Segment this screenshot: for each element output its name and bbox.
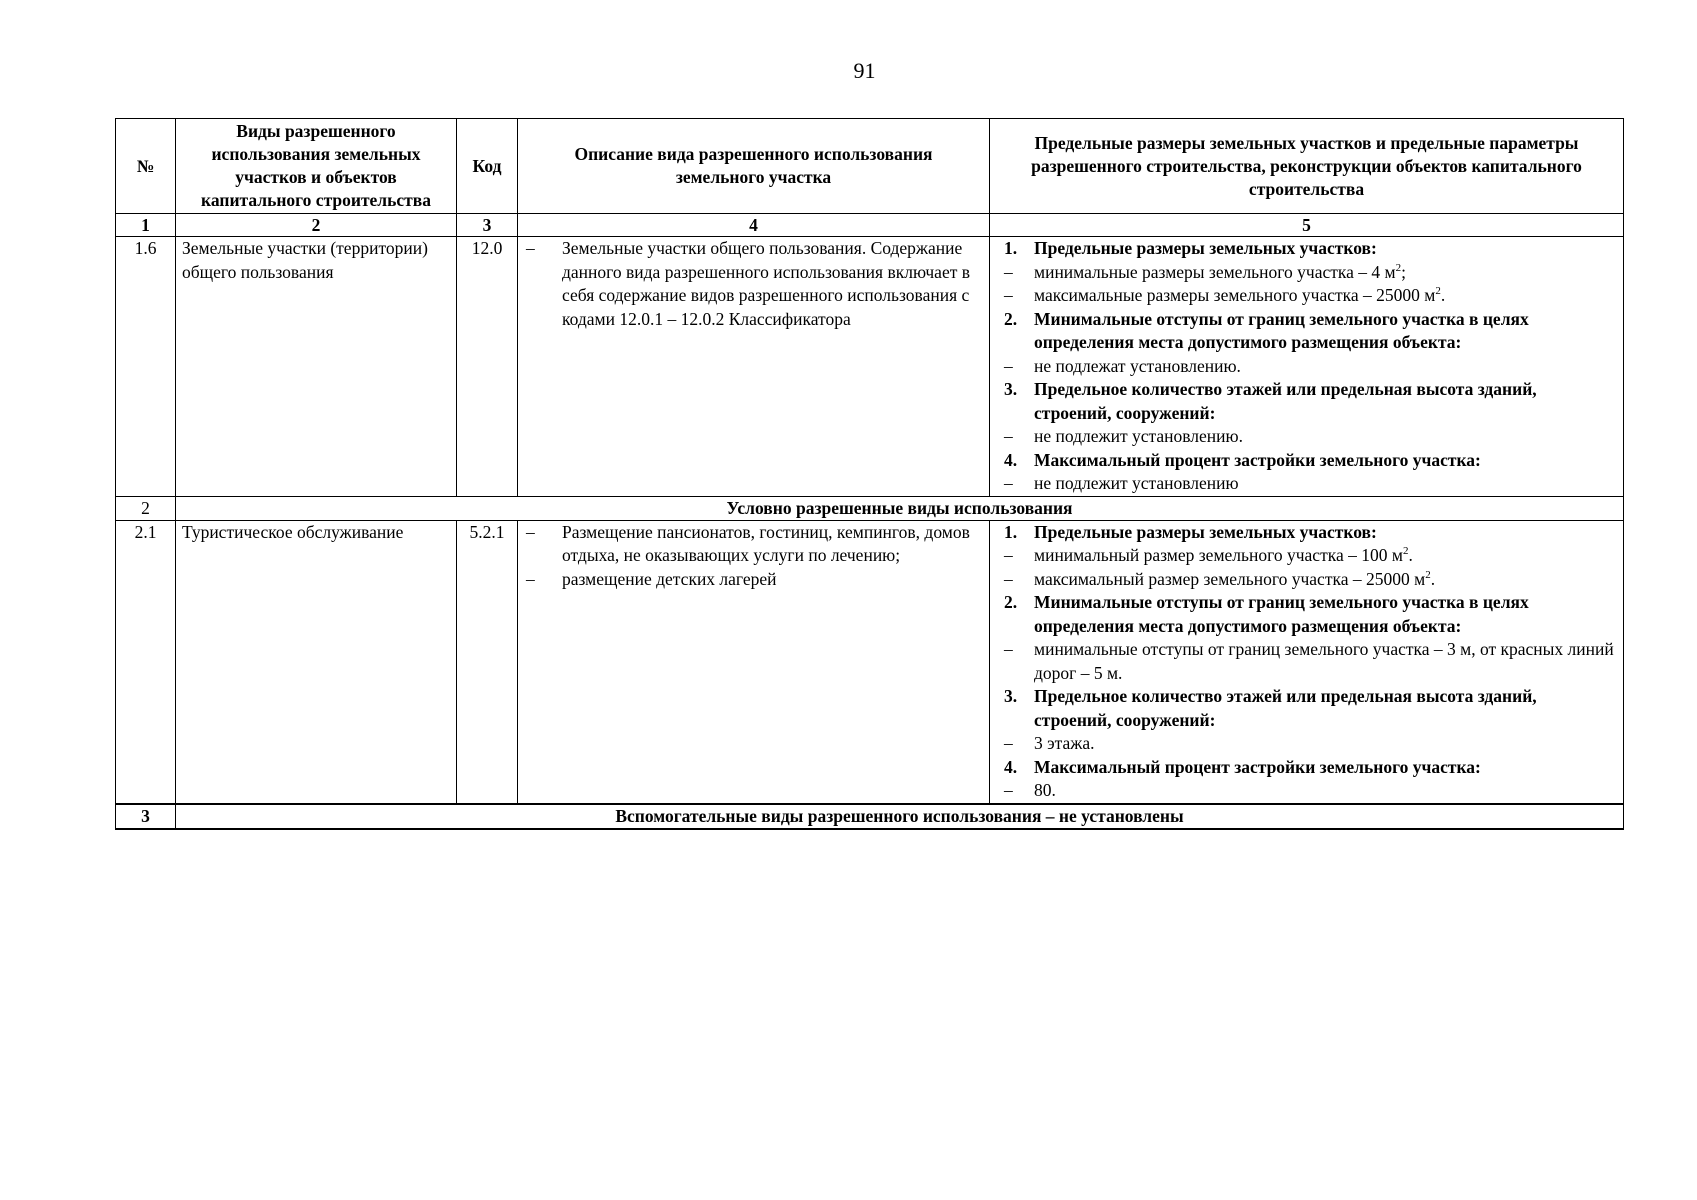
page-number: 91 [853, 58, 876, 83]
parameter-heading: 4. Максимальный процент застройки земельного участка: [1004, 756, 1481, 777]
table-row [116, 237, 1624, 497]
row-number: 2.1 [116, 520, 176, 804]
section-row [116, 496, 1624, 520]
column-number: 5 [990, 214, 1624, 237]
use-type-name: Туристическое обслуживание [176, 520, 457, 804]
column-number: 2 [176, 214, 457, 237]
header-parameters: Предельные размеры земельных участков и предельные параметры разрешенного строительства, реконструкции объектов капитального строительства [990, 119, 1624, 214]
use-code: 5.2.1 [457, 520, 518, 804]
description-item: – размещение детских лагерей [524, 568, 983, 592]
section-title: Вспомогательные виды разрешенного использования – не установлены [176, 804, 1624, 829]
use-code: 12.0 [457, 237, 518, 497]
parameter-heading: 3. Предельное количество этажей или предельная высота зданий, строений, сооружений: [1004, 686, 1537, 730]
parameter-heading: 4. Максимальный процент застройки земельного участка: [1004, 449, 1481, 470]
use-type-name: Земельные участки (территории) общего пользования [176, 237, 457, 497]
parameter-value: – 80. [996, 779, 1617, 803]
parameter-value: – не подлежат установлению. [996, 355, 1617, 379]
header-number: № [116, 119, 176, 214]
use-parameters [990, 237, 1624, 497]
header-code: Код [457, 119, 518, 214]
parameter-value: – не подлежит установлению [996, 472, 1617, 496]
parameter-value: – максимальный размер земельного участка – 25000 $м^2$. [996, 568, 1617, 592]
parameter-heading: 1. Предельные размеры земельных участков: [1004, 521, 1377, 542]
row-number: 1.6 [116, 237, 176, 497]
use-description [518, 520, 990, 804]
parameter-value: – минимальные размеры земельного участка – 4 $м^2$; [996, 261, 1617, 285]
parameter-value: – 3 этажа. [996, 732, 1617, 756]
parameter-value: – минимальный размер земельного участка – 100 $м^2$. [996, 544, 1617, 568]
parameter-heading: 2. Минимальные отступы от границ земельного участка в целях определения места допустимого размещения объекта: [1004, 592, 1529, 636]
column-number: 1 [116, 214, 176, 237]
column-number: 4 [518, 214, 990, 237]
section-number: 2 [116, 496, 176, 520]
parameter-value: – не подлежит установлению. [996, 425, 1617, 449]
parameter-heading: 2. Минимальные отступы от границ земельного участка в целях определения места допустимого размещения объекта: [1004, 308, 1529, 352]
use-parameters [990, 520, 1624, 804]
section-title: Условно разрешенные виды использования [176, 496, 1624, 520]
header-description: Описание вида разрешенного использования земельного участка [518, 119, 990, 214]
description-item: – Размещение пансионатов, гостиниц, кемпингов, домов отдыха, не оказывающих услуги по лечению; [524, 521, 983, 568]
parameter-value: – минимальные отступы от границ земельного участка – 3 м, от красных линий дорог – 5 м. [996, 638, 1617, 685]
table-row [116, 520, 1624, 804]
section-row [116, 804, 1624, 829]
land-use-table [115, 118, 1624, 830]
use-description [518, 237, 990, 497]
parameter-heading: 1. Предельные размеры земельных участков: [1004, 238, 1377, 258]
parameter-heading: 3. Предельное количество этажей или предельная высота зданий, строений, сооружений: [1004, 379, 1537, 423]
description-item: – Земельные участки общего пользования. Содержание данного вида разрешенного использования включает в себя содержание видов разрешенного использования с кодами 12.0.1 – 12.0.2 Классификатора [524, 237, 983, 331]
column-number: 3 [457, 214, 518, 237]
column-number-row [116, 214, 1624, 237]
parameter-value: – максимальные размеры земельного участка – 25000 $м^2$. [996, 284, 1617, 308]
table-header-row [116, 119, 1624, 214]
section-number: 3 [116, 804, 176, 829]
header-use-type: Виды разрешенного использования земельных участков и объектов капитального строительства [176, 119, 457, 214]
